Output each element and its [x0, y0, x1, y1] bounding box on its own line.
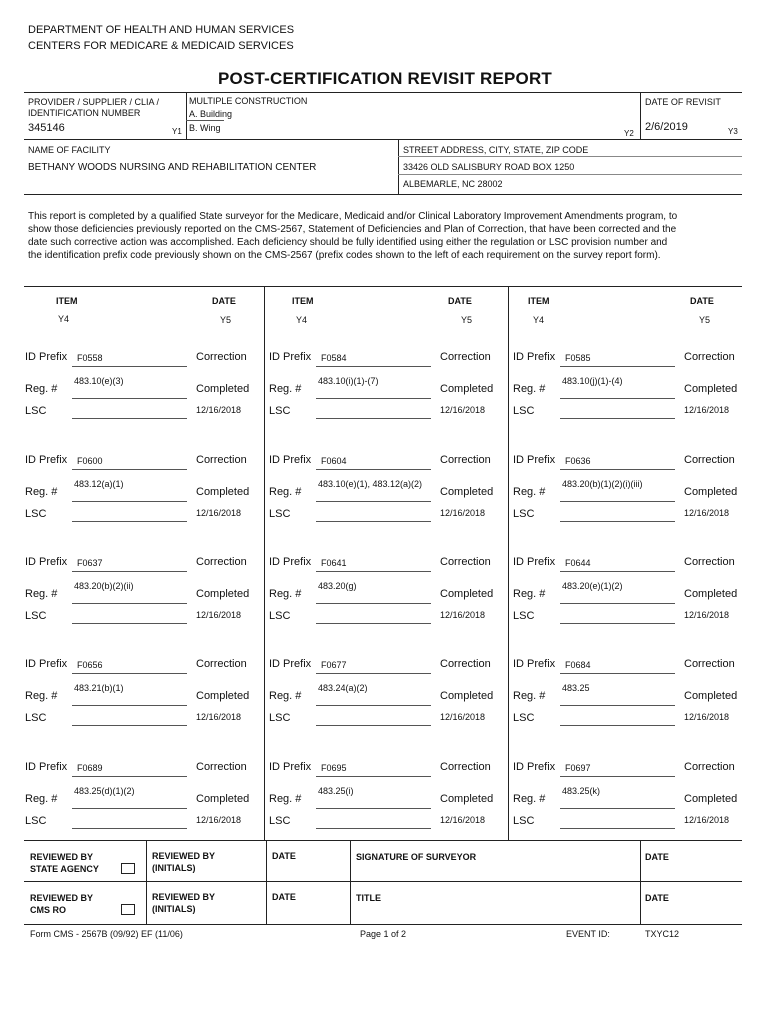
lsc-label: LSC — [25, 508, 47, 520]
initials-label: (INITIALS) — [152, 863, 196, 873]
reg-value: 483.20(b)(1)(2)(i)(iii) — [562, 479, 643, 489]
reg-value: 483.10(j)(1)-(4) — [562, 376, 623, 386]
completed-label: Completed — [196, 383, 250, 395]
provider-label: PROVIDER / SUPPLIER / CLIA / — [28, 97, 160, 107]
id-prefix-label: ID Prefix — [25, 761, 68, 773]
reg-value: 483.24(a)(2) — [318, 683, 368, 693]
reg-label: Reg. # — [25, 383, 58, 395]
id-prefix-label: ID Prefix — [513, 454, 556, 466]
completed-date: 12/16/2018 — [440, 815, 486, 825]
id-prefix-value: F0641 — [321, 558, 347, 568]
completed-date: 12/16/2018 — [196, 815, 242, 825]
reg-value: 483.20(e)(1)(2) — [562, 581, 623, 591]
reg-value: 483.25 — [562, 683, 590, 693]
date-label-4: DATE — [645, 893, 669, 903]
state-agency-label: STATE AGENCY — [30, 864, 99, 874]
address-line-2: ALBEMARLE, NC 28002 — [403, 179, 503, 189]
item-cell — [24, 441, 269, 544]
completed-date: 12/16/2018 — [684, 815, 730, 825]
centers-line: CENTERS FOR MEDICARE & MEDICAID SERVICES — [28, 40, 294, 52]
id-prefix-label: ID Prefix — [513, 658, 556, 670]
id-prefix-label: ID Prefix — [269, 351, 312, 363]
correction-label: Correction — [684, 556, 735, 568]
y5-code-3: Y5 — [699, 315, 711, 325]
id-prefix-value: F0604 — [321, 456, 347, 466]
id-prefix-label: ID Prefix — [25, 556, 68, 568]
reviewed-by-state-label: REVIEWED BY — [30, 852, 94, 862]
completed-label: Completed — [196, 486, 250, 498]
lsc-label: LSC — [269, 610, 291, 622]
id-prefix-label: ID Prefix — [269, 761, 312, 773]
reg-value: 483.10(e)(1), 483.12(a)(2) — [318, 479, 423, 489]
item-header-3: ITEM — [528, 296, 550, 306]
completed-label: Completed — [440, 383, 494, 395]
item-cell — [512, 543, 757, 646]
id-prefix-label: ID Prefix — [25, 351, 68, 363]
item-cell — [268, 441, 513, 544]
item-cell — [268, 748, 513, 851]
y3-code: Y3 — [728, 127, 738, 136]
lsc-label: LSC — [25, 405, 47, 417]
item-cell — [268, 645, 513, 748]
address-line-1: 33426 OLD SALISBURY ROAD BOX 1250 — [403, 162, 575, 172]
title-label: TITLE — [356, 893, 381, 903]
lsc-label: LSC — [513, 712, 535, 724]
signature-label: SIGNATURE OF SURVEYOR — [356, 852, 477, 862]
reg-value: 483.25(d)(1)(2) — [74, 786, 135, 796]
id-prefix-value: F0689 — [77, 763, 103, 773]
completed-label: Completed — [440, 588, 494, 600]
correction-label: Correction — [440, 351, 491, 363]
id-prefix-value: F0584 — [321, 353, 347, 363]
correction-label: Correction — [196, 351, 247, 363]
completed-label: Completed — [684, 588, 738, 600]
id-prefix-label: ID Prefix — [513, 761, 556, 773]
completed-label: Completed — [196, 690, 250, 702]
completed-date: 12/16/2018 — [684, 610, 730, 620]
reg-label: Reg. # — [25, 793, 58, 805]
lsc-label: LSC — [25, 815, 47, 827]
lsc-label: LSC — [25, 610, 47, 622]
cms-ro-label: CMS RO — [30, 905, 66, 915]
date-header-3: DATE — [690, 296, 714, 306]
completed-date: 12/16/2018 — [684, 712, 730, 722]
correction-label: Correction — [684, 761, 735, 773]
reg-label: Reg. # — [513, 793, 546, 805]
wing-label: B. Wing — [189, 123, 221, 133]
lsc-label: LSC — [269, 712, 291, 724]
reg-value: 483.10(i)(1)-(7) — [318, 376, 379, 386]
cms-ro-checkbox[interactable] — [121, 904, 135, 915]
item-cell — [512, 748, 757, 851]
reg-label: Reg. # — [513, 690, 546, 702]
correction-label: Correction — [196, 556, 247, 568]
completed-date: 12/16/2018 — [196, 508, 242, 518]
date-label-3: DATE — [272, 892, 296, 902]
form-number: Form CMS - 2567B (09/92) EF (11/06) — [30, 929, 183, 939]
department-line: DEPARTMENT OF HEALTH AND HUMAN SERVICES — [28, 24, 295, 36]
id-prefix-label: ID Prefix — [269, 454, 312, 466]
completed-date: 12/16/2018 — [196, 712, 242, 722]
id-prefix-value: F0677 — [321, 660, 347, 670]
correction-label: Correction — [196, 454, 247, 466]
correction-label: Correction — [196, 658, 247, 670]
y4-code-3: Y4 — [533, 315, 545, 325]
y5-code-2: Y5 — [461, 315, 473, 325]
identification-label: IDENTIFICATION NUMBER — [28, 108, 141, 118]
state-agency-checkbox[interactable] — [121, 863, 135, 874]
completed-date: 12/16/2018 — [196, 610, 242, 620]
completed-label: Completed — [196, 588, 250, 600]
page-title: POST-CERTIFICATION REVISIT REPORT — [217, 69, 553, 88]
reg-value: 483.12(a)(1) — [74, 479, 124, 489]
reg-label: Reg. # — [513, 383, 546, 395]
completed-label: Completed — [684, 793, 738, 805]
completed-date: 12/16/2018 — [684, 405, 730, 415]
id-prefix-value: F0684 — [565, 660, 591, 670]
id-prefix-value: F0644 — [565, 558, 591, 568]
reg-label: Reg. # — [269, 486, 302, 498]
reg-label: Reg. # — [25, 486, 58, 498]
item-cell — [268, 338, 513, 441]
y4-code-2: Y4 — [296, 315, 308, 325]
date-header-1: DATE — [212, 296, 236, 306]
id-prefix-label: ID Prefix — [25, 454, 68, 466]
completed-date: 12/16/2018 — [440, 610, 486, 620]
id-prefix-label: ID Prefix — [269, 658, 312, 670]
lsc-label: LSC — [269, 815, 291, 827]
correction-label: Correction — [440, 761, 491, 773]
reg-value: 483.10(e)(3) — [74, 376, 124, 386]
completed-date: 12/16/2018 — [440, 405, 486, 415]
report-description: This report is completed by a qualified State surveyor for the Medicare, Medicaid and/or Clinical Laboratory Improvement Amendments program, to show those deficiencies previously reported on the CMS-2567, Statement of Deficiencies and Plan of Correction, that have been corrected and the date such corrective action was accomplished. Each deficiency should be fully identified using either the regulation or LSC provision number and the identification prefix code previously shown on the CMS-2567 (prefix codes shown to the left of each requirement on the survey report form). — [28, 211, 678, 261]
id-prefix-value: F0558 — [77, 353, 103, 363]
multiple-construction-label: MULTIPLE CONSTRUCTION — [189, 96, 308, 106]
completed-date: 12/16/2018 — [196, 405, 242, 415]
item-cell — [512, 338, 757, 441]
reg-label: Reg. # — [269, 793, 302, 805]
correction-label: Correction — [684, 658, 735, 670]
id-prefix-value: F0600 — [77, 456, 103, 466]
completed-label: Completed — [440, 486, 494, 498]
reviewed-by-initials-label: REVIEWED BY — [152, 851, 216, 861]
reg-label: Reg. # — [269, 690, 302, 702]
id-prefix-label: ID Prefix — [513, 556, 556, 568]
address-label: STREET ADDRESS, CITY, STATE, ZIP CODE — [403, 145, 589, 155]
id-prefix-value: F0695 — [321, 763, 347, 773]
id-prefix-label: ID Prefix — [513, 351, 556, 363]
completed-label: Completed — [440, 690, 494, 702]
provider-number: 345146 — [28, 122, 65, 134]
lsc-label: LSC — [25, 712, 47, 724]
item-cell — [24, 338, 269, 441]
completed-label: Completed — [684, 486, 738, 498]
completed-label: Completed — [196, 793, 250, 805]
completed-label: Completed — [684, 690, 738, 702]
correction-label: Correction — [684, 454, 735, 466]
reviewed-by-initials-label: REVIEWED BY — [152, 892, 216, 902]
y2-code: Y2 — [624, 129, 634, 138]
id-prefix-label: ID Prefix — [269, 556, 312, 568]
lsc-label: LSC — [513, 610, 535, 622]
y1-code: Y1 — [172, 127, 182, 136]
reg-label: Reg. # — [513, 588, 546, 600]
y5-code-1: Y5 — [220, 315, 232, 325]
item-cell — [24, 543, 269, 646]
date-label-1: DATE — [272, 851, 296, 861]
reg-value: 483.20(b)(2)(ii) — [74, 581, 134, 591]
correction-label: Correction — [440, 658, 491, 670]
lsc-label: LSC — [513, 405, 535, 417]
completed-label: Completed — [684, 383, 738, 395]
reg-label: Reg. # — [513, 486, 546, 498]
reg-value: 483.21(b)(1) — [74, 683, 124, 693]
reg-label: Reg. # — [269, 383, 302, 395]
item-cell — [24, 645, 269, 748]
item-header-1: ITEM — [56, 296, 78, 306]
reviewed-by-cms-label: REVIEWED BY — [30, 893, 94, 903]
lsc-label: LSC — [513, 815, 535, 827]
reg-label: Reg. # — [269, 588, 302, 600]
correction-label: Correction — [196, 761, 247, 773]
id-prefix-value: F0656 — [77, 660, 103, 670]
reg-value: 483.20(g) — [318, 581, 357, 591]
date-of-revisit-label: DATE OF REVISIT — [645, 97, 721, 107]
lsc-label: LSC — [269, 405, 291, 417]
item-cell — [268, 543, 513, 646]
item-cell — [512, 441, 757, 544]
completed-label: Completed — [440, 793, 494, 805]
initials-label: (INITIALS) — [152, 904, 196, 914]
id-prefix-value: F0585 — [565, 353, 591, 363]
y4-code-1: Y4 — [58, 314, 70, 324]
correction-label: Correction — [440, 454, 491, 466]
facility-name-value: BETHANY WOODS NURSING AND REHABILITATION CENTER — [28, 162, 317, 173]
reg-label: Reg. # — [25, 690, 58, 702]
correction-label: Correction — [440, 556, 491, 568]
id-prefix-value: F0636 — [565, 456, 591, 466]
date-of-revisit-value: 2/6/2019 — [645, 121, 688, 133]
correction-label: Correction — [684, 351, 735, 363]
lsc-label: LSC — [269, 508, 291, 520]
completed-date: 12/16/2018 — [440, 712, 486, 722]
date-label-2: DATE — [645, 852, 669, 862]
completed-date: 12/16/2018 — [684, 508, 730, 518]
event-id-value: TXYC12 — [645, 929, 680, 939]
id-prefix-value: F0637 — [77, 558, 103, 568]
item-header-2: ITEM — [292, 296, 314, 306]
completed-date: 12/16/2018 — [440, 508, 486, 518]
date-header-2: DATE — [448, 296, 472, 306]
facility-name-label: NAME OF FACILITY — [28, 145, 111, 155]
item-cell — [512, 645, 757, 748]
reg-value: 483.25(k) — [562, 786, 601, 796]
id-prefix-value: F0697 — [565, 763, 591, 773]
reg-label: Reg. # — [25, 588, 58, 600]
reg-value: 483.25(i) — [318, 786, 354, 796]
event-id-label: EVENT ID: — [566, 929, 610, 939]
item-cell — [24, 748, 269, 851]
page-number: Page 1 of 2 — [360, 929, 407, 939]
id-prefix-label: ID Prefix — [25, 658, 68, 670]
lsc-label: LSC — [513, 508, 535, 520]
building-label: A. Building — [189, 109, 233, 119]
